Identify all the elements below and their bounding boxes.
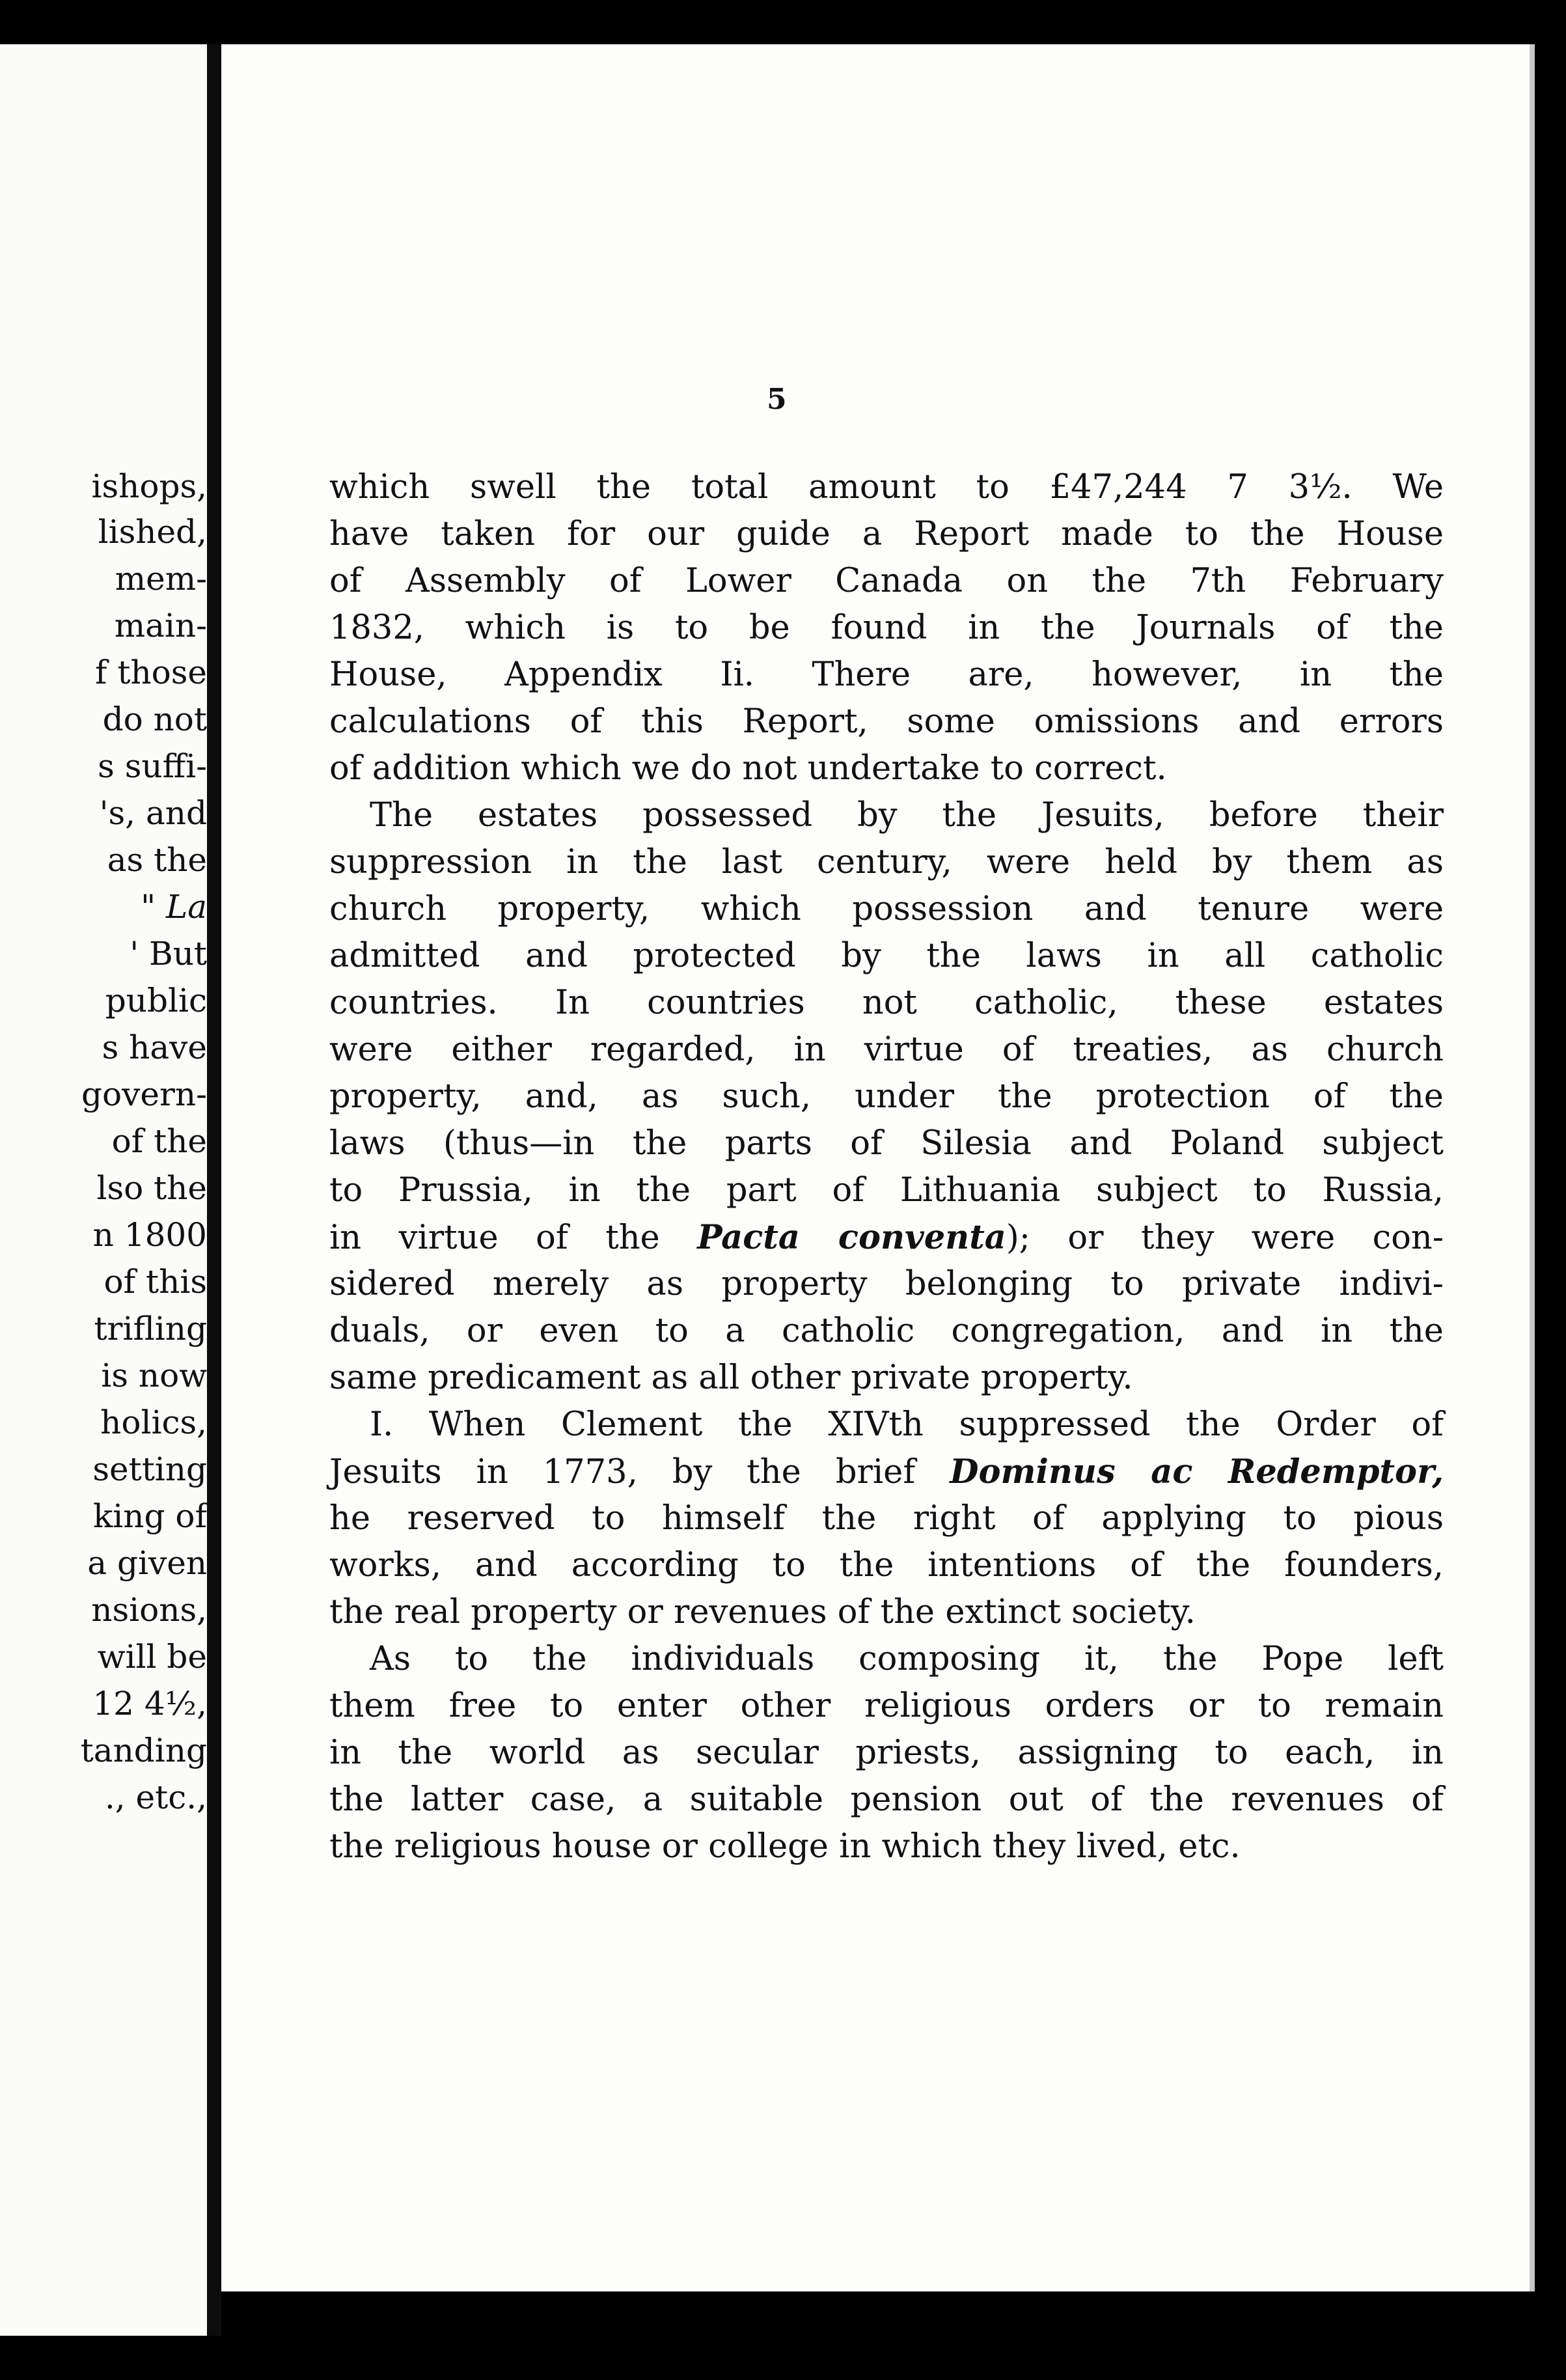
facing-page-line: 12 4½,: [92, 1685, 207, 1723]
facing-page-line: setting: [92, 1450, 207, 1488]
page: [221, 44, 1530, 2291]
facing-page-line: lso the: [96, 1169, 207, 1207]
text-line: in the world as secular priests, assigning to each, in: [329, 1734, 1444, 1772]
text-line: admitted and protected by the laws in all catholic: [329, 937, 1444, 975]
paragraph: [329, 1402, 1444, 1636]
facing-page-line: trifling: [94, 1310, 207, 1348]
facing-page-line: do not: [102, 700, 207, 738]
facing-page-line: mem-: [115, 560, 207, 598]
facing-page-line: 's, and: [99, 794, 207, 832]
facing-page-line: ishops,: [91, 467, 207, 505]
text-line: sidered merely as property belonging to private indivi-: [329, 1265, 1444, 1303]
facing-page-line: king of: [93, 1497, 207, 1535]
text-line: [329, 1448, 1444, 1495]
text-line: [329, 1214, 1444, 1261]
paragraph: [329, 1636, 1444, 1870]
facing-page-line: lished,: [98, 513, 207, 551]
text-line: the latter case, a suitable pension out of the revenues of: [329, 1780, 1444, 1819]
text-fragment: ); or they were con-: [1006, 1219, 1444, 1257]
text-line: works, and according to the intentions of the founders,: [329, 1546, 1444, 1584]
facing-page-line: nsions,: [91, 1591, 207, 1629]
text-line: The estates possessed by the Jesuits, before their: [370, 796, 1444, 835]
text-line: House, Appendix Ii. There are, however, in the: [329, 656, 1444, 694]
facing-page-line: will be: [97, 1638, 207, 1676]
facing-page-line: of this: [103, 1263, 207, 1301]
text-line: countries. In countries not catholic, these estates: [329, 984, 1444, 1022]
text-line: to Prussia, in the part of Lithuania subject to Russia,: [329, 1171, 1444, 1210]
page-number: 5: [767, 383, 787, 416]
facing-page-line: as the: [107, 841, 207, 879]
text-line: calculations of this Report, some omissions and errors: [329, 702, 1444, 741]
facing-page-line: ., etc.,: [104, 1778, 207, 1816]
facing-page-line: s have: [102, 1029, 207, 1066]
text-line: property, and, as such, under the protection of the: [329, 1077, 1444, 1116]
facing-page-line: a given: [87, 1544, 207, 1582]
text-line: he reserved to himself the right of applying to pious: [329, 1499, 1444, 1538]
text-line: laws (thus—in the parts of Silesia and Poland subject: [329, 1124, 1444, 1163]
text-line: them free to enter other religious orders or to remain: [329, 1687, 1444, 1725]
facing-page-line: f those: [94, 654, 207, 691]
text-line: 1832, which is to be found in the Journals of the: [329, 609, 1444, 647]
facing-page-line: govern-: [81, 1075, 207, 1113]
text-line: have taken for our guide a Report made to the House: [329, 515, 1444, 553]
text-line: of addition which we do not undertake to correct.: [329, 749, 1167, 788]
italic-phrase: Pacta conventa: [697, 1218, 1006, 1257]
italic-phrase: Dominus ac Redemptor,: [950, 1452, 1444, 1491]
text-line: As to the individuals composing it, the Pope left: [370, 1640, 1444, 1678]
paragraph: [329, 792, 1444, 1402]
page-edge: [1530, 44, 1535, 2291]
paragraph: [329, 464, 1444, 792]
body-text: [329, 464, 1444, 1870]
facing-page-line: ' But: [130, 935, 207, 973]
facing-page-line: s suffi-: [98, 747, 207, 785]
text-line: duals, or even to a catholic congregation, and in the: [329, 1312, 1444, 1350]
text-line: of Assembly of Lower Canada on the 7th February: [329, 562, 1444, 600]
text-line: the real property or revenues of the extinct society.: [329, 1593, 1196, 1631]
text-line: I. When Clement the XIVth suppressed the Order of: [370, 1405, 1444, 1444]
book-gutter: [207, 44, 221, 2336]
facing-page-line: holics,: [100, 1404, 207, 1441]
facing-page-fragment: [0, 44, 207, 2336]
text-line: suppression in the last century, were held by them as: [329, 843, 1444, 881]
text-fragment: in virtue of the: [329, 1219, 698, 1257]
text-line: church property, which possession and tenure were: [329, 890, 1444, 928]
text-line: were either regarded, in virtue of treaties, as church: [329, 1031, 1444, 1069]
facing-page-line: " La: [141, 888, 207, 926]
facing-page-line: n 1800: [92, 1216, 207, 1254]
facing-page-line: main-: [114, 607, 207, 644]
facing-page-line: public: [105, 982, 207, 1019]
facing-page-line: of the: [111, 1122, 207, 1160]
text-line: the religious house or college in which they lived, etc.: [329, 1827, 1241, 1866]
text-line: same predicament as all other private property.: [329, 1359, 1133, 1397]
text-line: which swell the total amount to £47,244 7 3½. We: [329, 468, 1444, 506]
text-fragment: Jesuits in 1773, by the brief: [329, 1453, 950, 1491]
facing-page-line: tanding: [80, 1732, 207, 1769]
facing-page-line: is now: [101, 1357, 207, 1394]
